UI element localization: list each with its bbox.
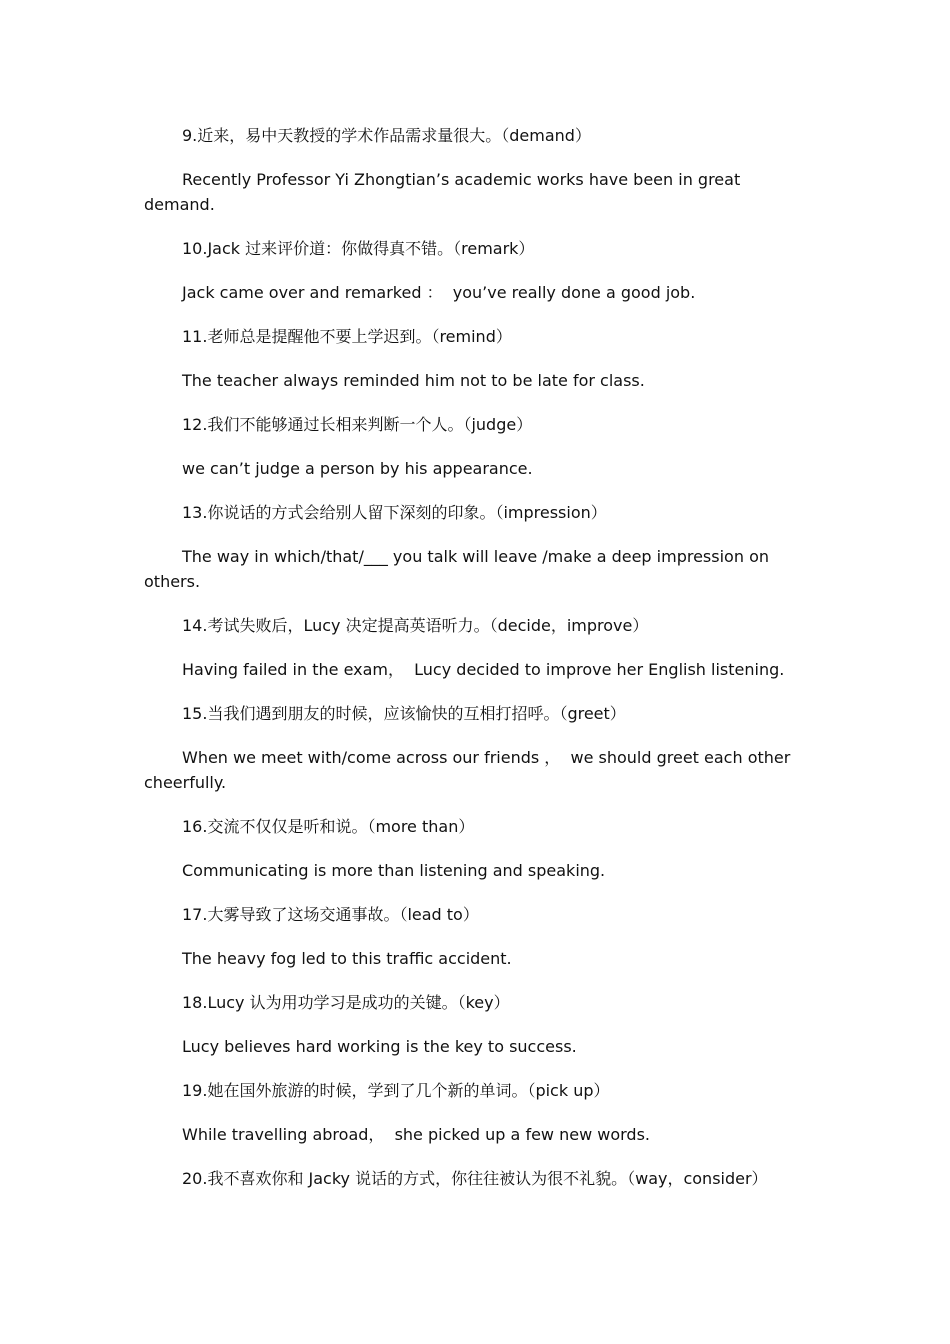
document-body <box>144 123 809 1210</box>
question-15: 15.当我们遇到朋友的时候，应该愉快的互相打招呼。（greet） <box>182 704 626 723</box>
question-10: 10.Jack 过来评价道：你做得真不错。（remark） <box>182 239 535 258</box>
answer-13: The way in which/that/___ you talk will leave /make a deep impression on others. <box>144 547 775 591</box>
question-11: 11.老师总是提醒他不要上学迟到。（remind） <box>182 327 512 346</box>
answer-14: Having failed in the exam， Lucy decided to improve her English listening. <box>182 660 785 679</box>
answer-16: Communicating is more than listening and speaking. <box>182 861 606 880</box>
question-20: 20.我不喜欢你和 Jacky 说话的方式，你往往被认为很不礼貌。（way，consider） <box>182 1169 768 1188</box>
question-17: 17.大雾导致了这场交通事故。（lead to） <box>182 905 479 924</box>
question-9: 9.近来，易中天教授的学术作品需求量很大。（demand） <box>182 126 591 145</box>
question-14: 14.考试失败后，Lucy 决定提高英语听力。（decide，improve） <box>182 616 649 635</box>
answer-12: we can’t judge a person by his appearance. <box>182 459 533 478</box>
answer-10: Jack came over and remarked ： you’ve really done a good job. <box>182 283 696 302</box>
answer-19: While travelling abroad， she picked up a few new words. <box>182 1125 650 1144</box>
answer-17: The heavy fog led to this traffic accident. <box>182 949 512 968</box>
question-12: 12.我们不能够通过长相来判断一个人。（judge） <box>182 415 533 434</box>
answer-18: Lucy believes hard working is the key to success. <box>182 1037 577 1056</box>
question-19: 19.她在国外旅游的时候，学到了几个新的单词。（pick up） <box>182 1081 610 1100</box>
question-18: 18.Lucy 认为用功学习是成功的关键。（key） <box>182 993 510 1012</box>
answer-11: The teacher always reminded him not to be late for class. <box>182 371 645 390</box>
question-13: 13.你说话的方式会给别人留下深刻的印象。（impression） <box>182 503 607 522</box>
answer-15: When we meet with/come across our friends ， we should greet each other cheerfully. <box>144 748 796 792</box>
question-16: 16.交流不仅仅是听和说。（more than） <box>182 817 475 836</box>
answer-9: Recently Professor Yi Zhongtian’s academic works have been in great demand. <box>144 170 746 214</box>
